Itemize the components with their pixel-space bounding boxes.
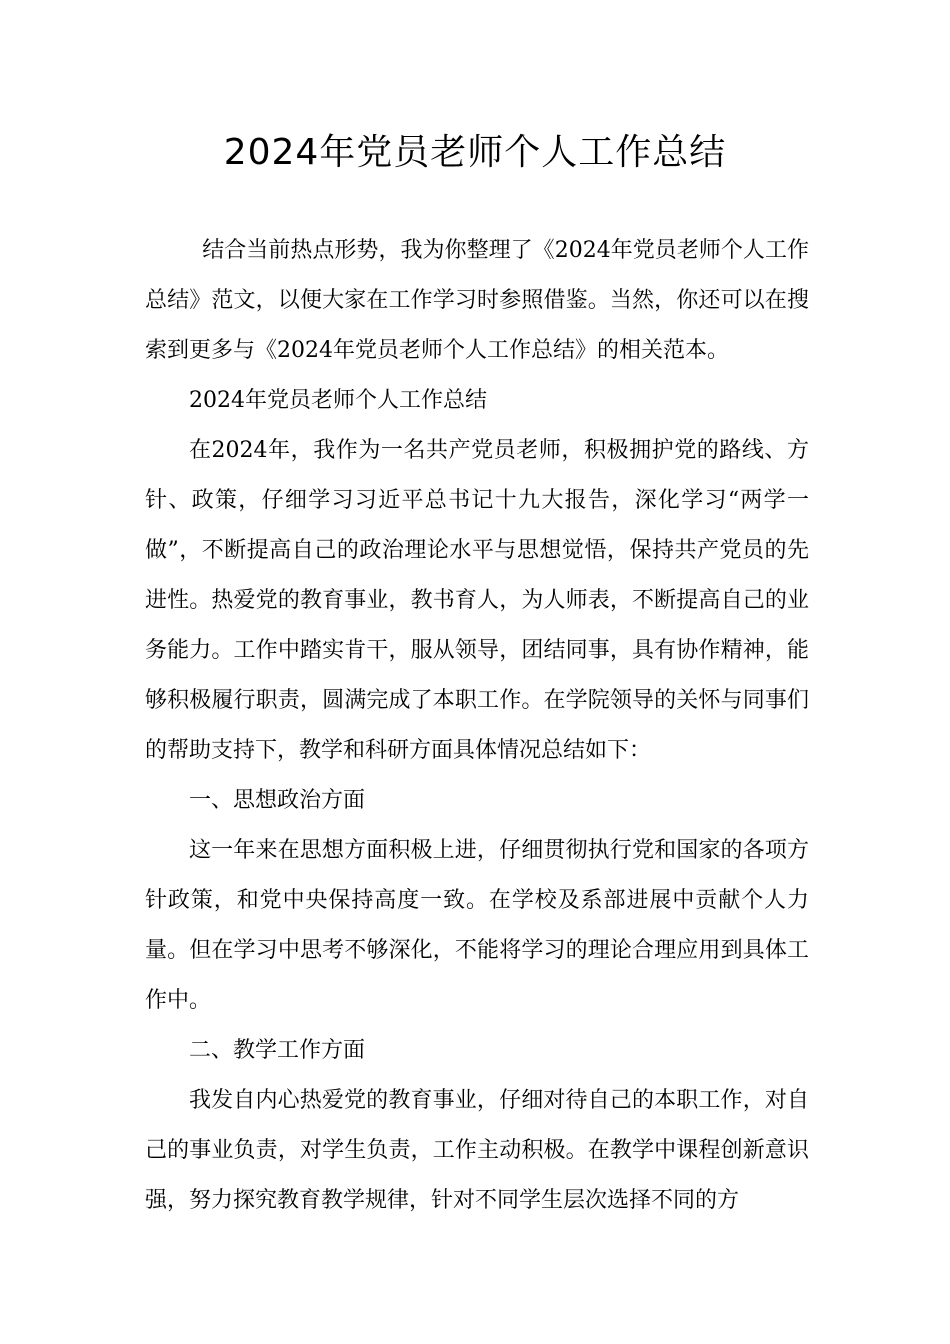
section-heading-1: 一、思想政治方面: [189, 788, 366, 813]
subtitle-paragraph: 2024年党员老师个人工作总结: [189, 388, 487, 413]
document-body: [145, 226, 809, 1226]
section-heading-2: 二、教学工作方面: [189, 1038, 366, 1063]
intro-paragraph: 结合当前热点形势，我为你整理了《2024年党员老师个人工作总结》范文，以便大家在工作学习时参照借鉴。当然，你还可以在搜索到更多与《2024年党员老师个人工作总结》的相关范本。: [145, 238, 809, 363]
document-title: 2024年党员老师个人工作总结: [223, 132, 727, 173]
body-paragraph: 我发自内心热爱党的教育事业，仔细对待自己的本职工作，对自己的事业负责，对学生负责，工作主动积极。在教学中课程创新意识强，努力探究教育教学规律，针对不同学生层次选择不同的方: [145, 1088, 809, 1213]
body-paragraph: 这一年来在思想方面积极上进，仔细贯彻执行党和国家的各项方针政策，和党中央保持高度一致。在学校及系部进展中贡献个人力量。但在学习中思考不够深化，不能将学习的理论合理应用到具体工作中。: [145, 838, 809, 1013]
body-paragraph: 在2024年，我作为一名共产党员老师，积极拥护党的路线、方针、政策，仔细学习习近平总书记十九大报告，深化学习“两学一做”，不断提高自己的政治理论水平与思想觉悟，保持共产党员的先进性。热爱党的教育事业，教书育人，为人师表，不断提高自己的业务能力。工作中踏实肯干，服从领导，团结同事，具有协作精神，能够积极履行职责，圆满完成了本职工作。在学院领导的关怀与同事们的帮助支持下，教学和科研方面具体情况总结如下：: [145, 438, 809, 763]
